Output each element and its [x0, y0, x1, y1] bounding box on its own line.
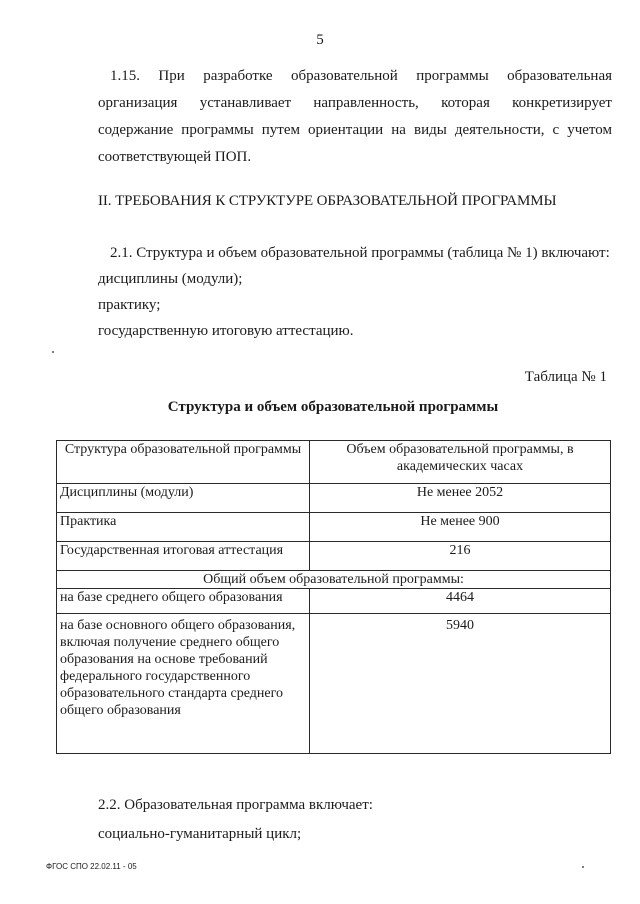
list-item: практику;	[98, 297, 161, 313]
scan-speck	[582, 866, 584, 868]
table-number: Таблица № 1	[524, 369, 607, 385]
list-item: социально-гуманитарный цикл;	[98, 826, 302, 842]
row-label: Дисциплины (модули)	[57, 484, 310, 513]
row-value: 216	[310, 542, 611, 571]
row-value: Не менее 900	[310, 513, 611, 542]
table-header-row	[57, 441, 611, 484]
section-2-1-intro: 2.1. Структура и объем образовательной программы (таблица № 1) включают:	[110, 245, 610, 261]
structure-table	[56, 440, 611, 754]
table-row	[57, 589, 611, 614]
total-label: Общий объем образовательной программы:	[57, 571, 611, 589]
row-label: на базе основного общего образования, включая получение среднего общего образования на основе требований федерального государственного образовательного стандарта среднего общего образования	[57, 614, 310, 754]
row-label: Государственная итоговая аттестация	[57, 542, 310, 571]
row-label: Практика	[57, 513, 310, 542]
footer-code: ФГОС СПО 22.02.11 - 05	[46, 862, 137, 871]
table-row	[57, 614, 611, 754]
row-value: 5940	[310, 614, 611, 754]
row-label: на базе среднего общего образования	[57, 589, 310, 614]
section-heading: II. ТРЕБОВАНИЯ К СТРУКТУРЕ ОБРАЗОВАТЕЛЬНОЙ ПРОГРАММЫ	[98, 193, 557, 209]
paragraph-1-15: 1.15. При разработке образовательной программы образовательная организация устанавливает направленность, которая конкретизирует содержание программы путем ориентации на виды деятельности, с учетом соответствующей ПОП.	[98, 68, 612, 165]
table-total-row	[57, 571, 611, 589]
table-title: Структура и объем образовательной программы	[167, 399, 499, 415]
scan-speck	[52, 351, 54, 353]
table-row	[57, 484, 611, 513]
row-value: Не менее 2052	[310, 484, 611, 513]
header-structure: Структура образовательной программы	[57, 441, 310, 484]
list-item: дисциплины (модули);	[98, 271, 243, 287]
table-row	[57, 542, 611, 571]
page-number: 5	[316, 32, 324, 48]
table-row	[57, 513, 611, 542]
header-volume: Объем образовательной программы, в академических часах	[310, 441, 611, 484]
section-2-2-intro: 2.2. Образовательная программа включает:	[98, 797, 373, 813]
row-value: 4464	[310, 589, 611, 614]
list-item: государственную итоговую аттестацию.	[98, 323, 354, 339]
